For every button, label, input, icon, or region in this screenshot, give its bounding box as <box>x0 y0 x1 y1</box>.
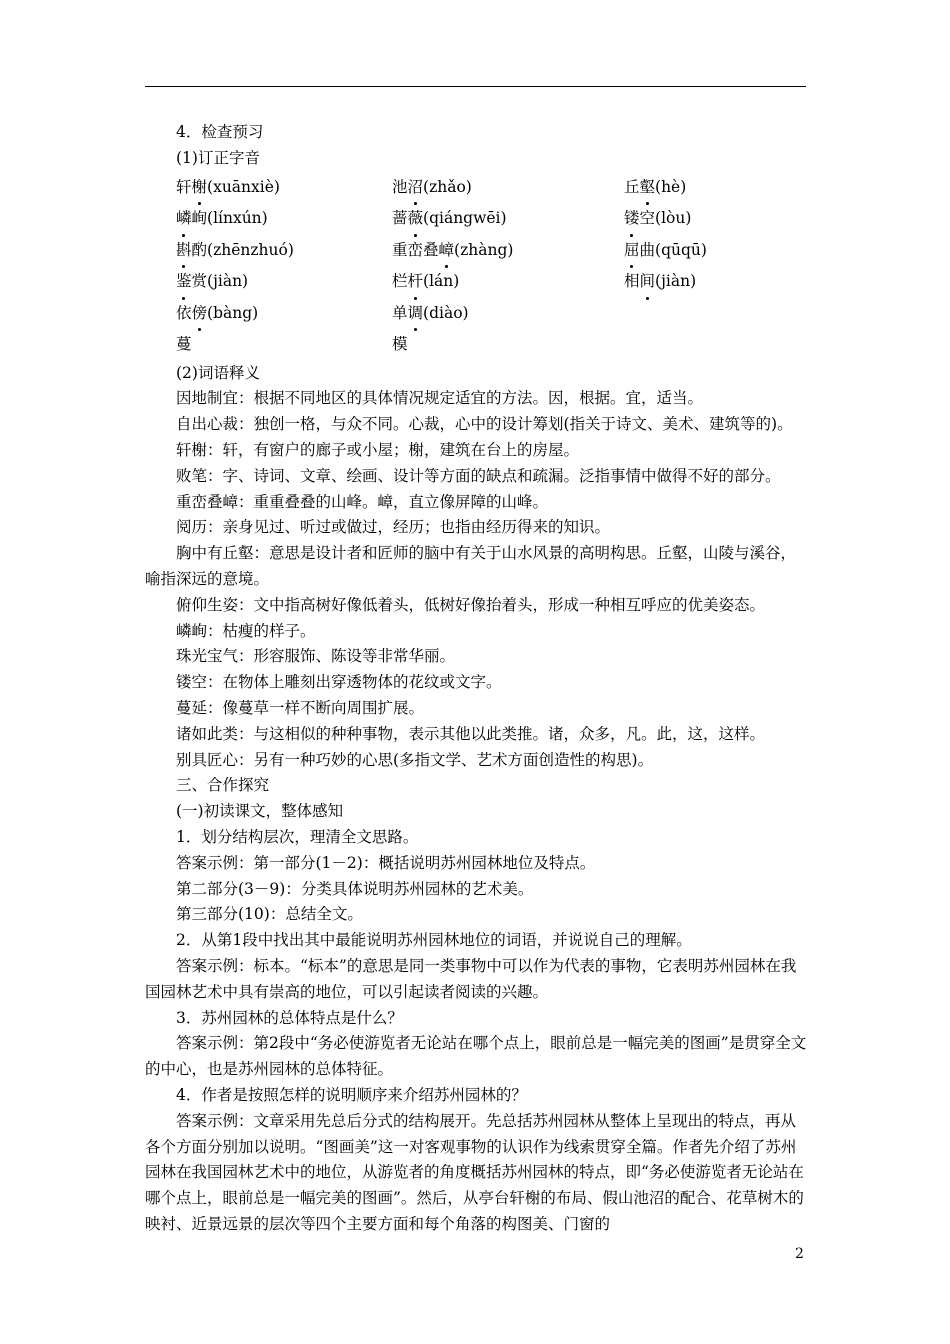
pronunciation-item <box>392 172 624 204</box>
pronunciation-rest: (hè) <box>655 177 687 196</box>
pronunciation-item <box>176 172 392 204</box>
emphasized-character: 杆 <box>408 266 424 298</box>
pronunciation-rest: 空(lòu) <box>639 209 692 228</box>
section-heading: 4．检查预习 <box>176 123 264 141</box>
pronunciation-item <box>624 329 838 361</box>
pronunciation-item <box>176 266 392 298</box>
pronunciation-rest: 酌(zhēnzhuó) <box>191 240 294 259</box>
emphasized-character: 鉴 <box>176 266 192 298</box>
qa-paragraph: 答案示例：文章采用先总后分式的结构展开。先总括苏州园林从整体上呈现出的特点，再从各个方面分别加以说明。“图画美”这一对客观事物的认识作为线索贯穿全篇。作者先介绍了苏州园林在我国园林艺术中的地位，从游览者的角度概括苏州园林的特点，即“务必使游览者无论站在哪个点上，眼前总是一幅完美的图画”。然后，从亭台轩榭的布局、假山池沼的配合、花草树木的映衬、近景远景的层次等四个主要方面和每个角落的构图美、门窗的 <box>145 1111 804 1233</box>
qa-paragraph: 答案示例：第一部分(1－2)：概括说明苏州园林地位及特点。 <box>176 853 596 872</box>
pronunciation-item <box>176 203 392 235</box>
pronunciation-prefix: 相 <box>624 272 640 291</box>
qa-paragraph: 1．划分结构层次，理清全文思路。 <box>176 827 419 846</box>
pronunciation-item <box>176 298 392 330</box>
pronunciation-item <box>392 235 624 267</box>
pronunciation-rest: (xuānxiè) <box>207 177 280 196</box>
qa-paragraph: 3．苏州园林的总体特点是什么？ <box>176 1008 403 1027</box>
pronunciation-rest: (lán) <box>423 272 460 291</box>
emphasized-character: 嶙 <box>176 203 192 235</box>
emphasized-character: 屈 <box>624 235 640 267</box>
pronunciation-rest: (diào) <box>423 303 469 322</box>
subheading-pronunciation: (1)订正字音 <box>176 148 260 167</box>
page-number: 2 <box>795 1246 804 1262</box>
definition-item: 珠光宝气：形容服饰、陈设等非常华丽。 <box>176 647 456 666</box>
qa-paragraph: 4．作者是按照怎样的说明顺序来介绍苏州园林的？ <box>176 1085 527 1104</box>
pronunciation-prefix: 蔷 <box>392 209 408 228</box>
qa-paragraph: 答案示例：第2段中“务必使游览者无论站在哪个点上，眼前总是一幅完美的图画”是贯穿全文的中心，也是苏州园林的总体特征。 <box>145 1034 807 1079</box>
pronunciation-item <box>392 203 624 235</box>
header-rule <box>145 86 806 87</box>
definition-item: 重峦叠嶂：重重叠叠的山峰。嶂，直立像屏障的山峰。 <box>176 492 549 511</box>
pronunciation-item <box>624 203 838 235</box>
pronunciation-prefix: 单 <box>392 303 408 322</box>
pronunciation-item <box>392 266 624 298</box>
pronunciation-rest: 峋(línxún) <box>191 209 268 228</box>
pronunciation-rest: 模 <box>392 335 408 354</box>
qa-paragraph: 2．从第1段中找出其中最能说明苏州园林地位的词语，并说说自己的理解。 <box>176 931 692 950</box>
definition-item: 轩榭：轩，有窗户的廊子或小屋；榭，建筑在台上的房屋。 <box>176 440 580 459</box>
pronunciation-rest: (zhàng) <box>454 240 514 259</box>
emphasized-character: 榭 <box>192 172 208 204</box>
qa-paragraph: 第三部分(10)：总结全文。 <box>176 905 363 924</box>
definition-item: 蔓延：像蔓草一样不断向周围扩展。 <box>176 698 425 717</box>
pronunciation-item <box>624 235 838 267</box>
pronunciation-prefix: 栏 <box>392 272 408 291</box>
qa-list <box>145 825 807 1238</box>
emphasized-character: 嶂 <box>439 235 455 267</box>
pronunciation-rest: (qiángwēi) <box>423 209 507 228</box>
pronunciation-item <box>176 329 392 361</box>
subheading-first-reading: (一)初读课文，整体感知 <box>176 802 344 821</box>
qa-paragraph: 答案示例：标本。“标本”的意思是同一类事物中可以作为代表的事物，它表明苏州园林在我国园林艺术中具有崇高的地位，可以引起读者阅读的兴趣。 <box>145 956 797 1001</box>
definition-item: 镂空：在物体上雕刻出穿透物体的花纹或文字。 <box>176 673 502 692</box>
pronunciation-rest: 曲(qūqū) <box>639 240 707 259</box>
pronunciation-rest: (zhǎo) <box>423 177 472 196</box>
definition-item: 胸中有丘壑：意思是设计者和匠师的脑中有关于山水风景的高明构思。丘壑，山陵与溪谷，喻指深远的意境。 <box>145 544 797 588</box>
pronunciation-item <box>624 172 838 204</box>
pronunciation-item <box>624 298 838 330</box>
definition-item: 自出心裁：独创一格，与众不同。心裁，心中的设计筹划(指关于诗文、美术、建筑等的)。 <box>176 415 793 434</box>
pronunciation-rest: (bàng) <box>207 303 259 322</box>
pronunciation-prefix: 轩 <box>176 177 192 196</box>
pronunciation-item <box>392 329 624 361</box>
definition-item: 阅历：亲身见过、听过或做过，经历；也指由经历得来的知识。 <box>176 518 611 537</box>
pronunciation-prefix: 重峦叠 <box>392 240 439 259</box>
section-heading-cooperative: 三、合作探究 <box>176 776 270 795</box>
subheading-definitions: (2)词语释义 <box>176 363 260 382</box>
document-body <box>145 120 807 1238</box>
pronunciation-rest: 赏(jiàn) <box>191 272 249 291</box>
definition-item: 诸如此类：与这相似的种种事物，表示其他以此类推。诸，众多，凡。此，这，这样。 <box>176 724 766 743</box>
emphasized-character: 壑 <box>640 172 656 204</box>
emphasized-character: 调 <box>408 298 424 330</box>
pronunciation-rest: (jiàn) <box>655 272 697 291</box>
pronunciation-item <box>392 298 624 330</box>
qa-paragraph: 第二部分(3－9)：分类具体说明苏州园林的艺术美。 <box>176 879 534 898</box>
pronunciation-prefix: 依 <box>176 303 192 322</box>
pronunciation-item <box>176 235 392 267</box>
pronunciation-rest: 蔓 <box>176 335 192 354</box>
emphasized-character: 镂 <box>624 203 640 235</box>
definition-item: 俯仰生姿：文中指高树好像低着头，低树好像抬着头，形成一种相互呼应的优美姿态。 <box>176 595 766 614</box>
pronunciation-table <box>145 172 807 361</box>
pronunciation-prefix: 池 <box>392 177 408 196</box>
definition-item: 别具匠心：另有一种巧妙的心思(多指文学、艺术方面创造性的构思)。 <box>176 750 654 769</box>
emphasized-character: 间 <box>640 266 656 298</box>
definition-item: 嶙峋：枯瘦的样子。 <box>176 621 316 640</box>
definitions-list <box>145 386 807 773</box>
emphasized-character: 沼 <box>408 172 424 204</box>
emphasized-character: 薇 <box>408 203 424 235</box>
pronunciation-prefix: 丘 <box>624 177 640 196</box>
pronunciation-item <box>624 266 838 298</box>
definition-item: 因地制宜：根据不同地区的具体情况规定适宜的方法。因，根据。宜，适当。 <box>176 389 704 408</box>
emphasized-character: 傍 <box>192 298 208 330</box>
emphasized-character: 斟 <box>176 235 192 267</box>
definition-item: 败笔：字、诗词、文章、绘画、设计等方面的缺点和疏漏。泛指事情中做得不好的部分。 <box>176 466 781 485</box>
